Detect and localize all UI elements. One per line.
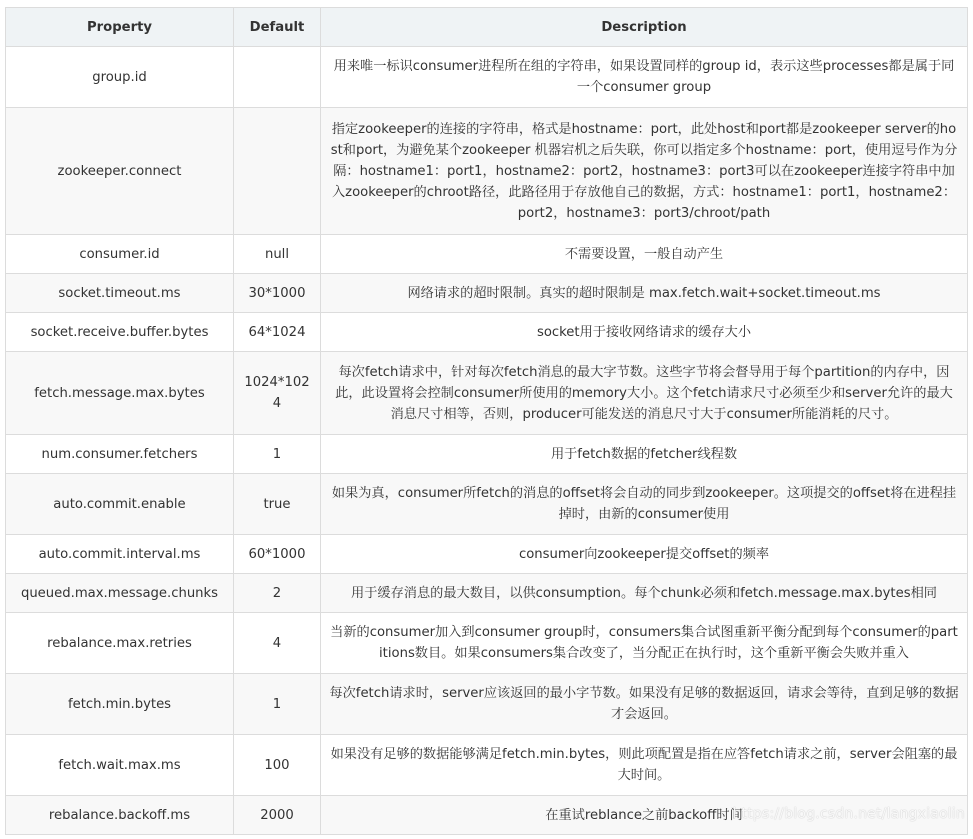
table-row — [6, 474, 968, 535]
default-cell — [234, 108, 321, 235]
description-cell: 用来唯一标识consumer进程所在组的字符串，如果设置同样的group id，表示这些processes都是属于同一个consumer group — [321, 47, 968, 108]
default-cell: 60*1000 — [234, 535, 321, 574]
property-cell: fetch.min.bytes — [6, 674, 234, 735]
default-cell: 30*1000 — [234, 274, 321, 313]
property-cell: consumer.id — [6, 235, 234, 274]
property-cell: socket.receive.buffer.bytes — [6, 313, 234, 352]
default-cell: 64*1024 — [234, 313, 321, 352]
description-cell: 用于缓存消息的最大数目，以供consumption。每个chunk必须和fetch.message.max.bytes相同 — [321, 574, 968, 613]
table-header — [6, 8, 968, 47]
header-description: Description — [321, 8, 968, 47]
default-cell: 2 — [234, 574, 321, 613]
description-cell: 网络请求的超时限制。真实的超时限制是 max.fetch.wait+socket.timeout.ms — [321, 274, 968, 313]
property-cell: fetch.wait.max.ms — [6, 735, 234, 796]
table-row — [6, 352, 968, 435]
description-cell: 不需要设置，一般自动产生 — [321, 235, 968, 274]
table-row — [6, 47, 968, 108]
property-cell: auto.commit.interval.ms — [6, 535, 234, 574]
table-row — [6, 108, 968, 235]
property-cell: auto.commit.enable — [6, 474, 234, 535]
property-cell: group.id — [6, 47, 234, 108]
description-cell: 如果为真，consumer所fetch的消息的offset将会自动的同步到zookeeper。这项提交的offset将在进程挂掉时，由新的consumer使用 — [321, 474, 968, 535]
config-table — [5, 7, 968, 835]
table-row — [6, 613, 968, 674]
table-row — [6, 674, 968, 735]
description-cell: 每次fetch请求时，server应该返回的最小字节数。如果没有足够的数据返回，请求会等待，直到足够的数据才会返回。 — [321, 674, 968, 735]
description-cell: 指定zookeeper的连接的字符串，格式是hostname：port，此处host和port都是zookeeper server的host和port，为避免某个zookeeper 机器宕机之后失联，你可以指定多个hostname：port，使用逗号作为分隔：hostname1：port1，hostname2：port2，hostname3：port3可以在zookeeper连接字符串中加入zookeeper的chroot路径，此路径用于存放他自己的数据，方式：hostname1：port1，hostname2：port2，hostname3：port3/chroot/path — [321, 108, 968, 235]
property-cell: socket.timeout.ms — [6, 274, 234, 313]
description-cell: 用于fetch数据的fetcher线程数 — [321, 435, 968, 474]
default-cell: 1024*1024 — [234, 352, 321, 435]
default-cell: 1 — [234, 435, 321, 474]
table-row — [6, 735, 968, 796]
property-cell: num.consumer.fetchers — [6, 435, 234, 474]
table-row — [6, 796, 968, 835]
property-cell: queued.max.message.chunks — [6, 574, 234, 613]
property-cell: rebalance.backoff.ms — [6, 796, 234, 835]
property-cell: zookeeper.connect — [6, 108, 234, 235]
default-cell — [234, 47, 321, 108]
default-cell: 2000 — [234, 796, 321, 835]
description-cell: 如果没有足够的数据能够满足fetch.min.bytes，则此项配置是指在应答fetch请求之前，server会阻塞的最大时间。 — [321, 735, 968, 796]
table-body — [6, 47, 968, 835]
description-cell: 在重试reblance之前backoff时间 — [321, 796, 968, 835]
property-cell: fetch.message.max.bytes — [6, 352, 234, 435]
default-cell: 100 — [234, 735, 321, 796]
table-row — [6, 235, 968, 274]
header-default: Default — [234, 8, 321, 47]
default-cell: 1 — [234, 674, 321, 735]
watermark-url: https://blog.csdn.net/langxiaolin — [732, 806, 965, 822]
header-row — [6, 8, 968, 47]
description-cell: 每次fetch请求中，针对每次fetch消息的最大字节数。这些字节将会督导用于每个partition的内存中，因此，此设置将会控制consumer所使用的memory大小。这个fetch请求尺寸必须至少和server允许的最大消息尺寸相等，否则，producer可能发送的消息尺寸大于consumer所能消耗的尺寸。 — [321, 352, 968, 435]
description-cell: 当新的consumer加入到consumer group时，consumers集合试图重新平衡分配到每个consumer的partitions数目。如果consumers集合改变了，当分配正在执行时，这个重新平衡会失败并重入 — [321, 613, 968, 674]
table-row — [6, 574, 968, 613]
property-cell: rebalance.max.retries — [6, 613, 234, 674]
header-property: Property — [6, 8, 234, 47]
description-cell: socket用于接收网络请求的缓存大小 — [321, 313, 968, 352]
default-cell: true — [234, 474, 321, 535]
description-cell: consumer向zookeeper提交offset的频率 — [321, 535, 968, 574]
table-row — [6, 313, 968, 352]
default-cell: null — [234, 235, 321, 274]
table-row — [6, 435, 968, 474]
default-cell: 4 — [234, 613, 321, 674]
table-row — [6, 535, 968, 574]
table-row — [6, 274, 968, 313]
